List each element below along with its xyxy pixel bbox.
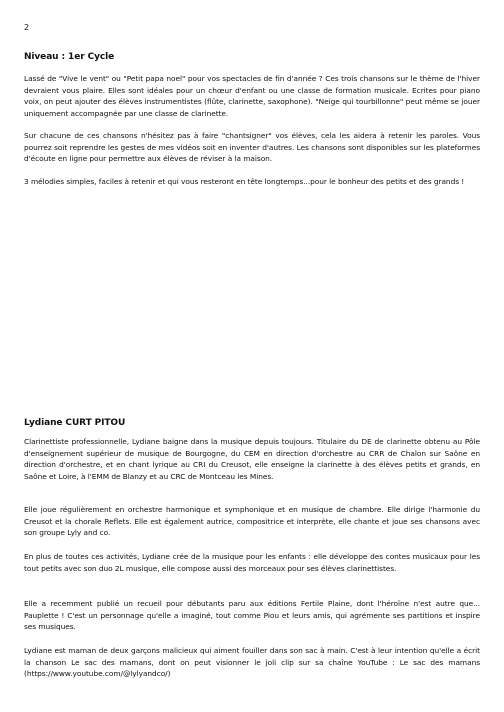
intro-paragraph-3: 3 mélodies simples, faciles à retenir et qui vous resteront en tête longtemps...pour le bonheur des petits et des grands ! (24, 177, 465, 186)
bio-paragraph-5: Lydiane est maman de deux garçons malicieux qui aiment fouiller dans son sac à main. C'est à leur intention qu'elle a écrit la chanson Le sac des mamans, dont on peut visionner le joli clip sur sa chaîne YouTube : Le sac des mamans (https://www.youtube.com/@lylyandco/) (24, 646, 480, 678)
bio-paragraph-1: Clarinettiste professionnelle, Lydiane baigne dans la musique depuis toujours. Titulaire du DE de clarinette obtenu au Pôle d'enseignement supérieur de musique de Bourgogne, du CEM en direction d'orchestre au CRR de Chalon sur Saône en direction d'orchestre, et en chant lyrique au CRI du Creusot, elle enseigne la clarinette à des élèves petits et grands, en Saône et Loire, à l'EMM de Blanzy et au CRC de Montceau les Mines. (24, 437, 480, 481)
intro-paragraph-2: Sur chacune de ces chansons n'hésitez pas à faire "chantsigner" vos élèves, cela les aidera à retenir les paroles. Vous pourrez soit reprendre les gestes de mes vidéos soit en inventer d'autres. Les chansons sont disponibles sur les plateformes d'écoute en ligne pour permettre aux élèves de réviser à la maison. (24, 131, 480, 163)
section-title-author: Lydiane CURT PITOU (24, 418, 126, 428)
intro-paragraph-1: Lassé de "Vive le vent" ou "Petit papa noel" pour vos spectacles de fin d'année ? Ces trois chansons sur le thème de l'hiver devraient vous plaire. Elles sont idéales pour un chœur d'enfant ou une classe de formation musicale. Ecrites pour piano voix, on peut ajouter des élèves instrumentistes (flûte, clarinette, saxophone). "Neige qui tourbillonne" peut même se jouer uniquement accompagnée par une classe de clarinette. (24, 74, 480, 118)
bio-paragraph-4: Elle a recemment publié un recueil pour débutants paru aux éditions Fertile Plaine, dont l'héroïne n'est autre que... Pauplette ! C'est un personnage qu'elle a imaginé, tout comme Piou et leurs amis, qui agrémente ses partitions et inspire ses musiques. (24, 599, 480, 631)
page-number: 2 (24, 23, 30, 32)
bio-paragraph-3: En plus de toutes ces activités, Lydiane crée de la musique pour les enfants : elle développe des contes musicaux pour les tout petits avec son duo 2L musique, elle compose aussi des morceaux pour ses élèves clarinettistes. (24, 552, 480, 573)
section-title-level: Niveau : 1er Cycle (24, 52, 115, 62)
bio-paragraph-2: Elle joue régulièrement en orchestre harmonique et symphonique et en musique de chambre. Elle dirige l'harmonie du Creusot et la chorale Reflets. Elle est également autrice, compositrice et interprète, elle chante et joue ses chansons avec son groupe Lyly and co. (24, 505, 480, 537)
